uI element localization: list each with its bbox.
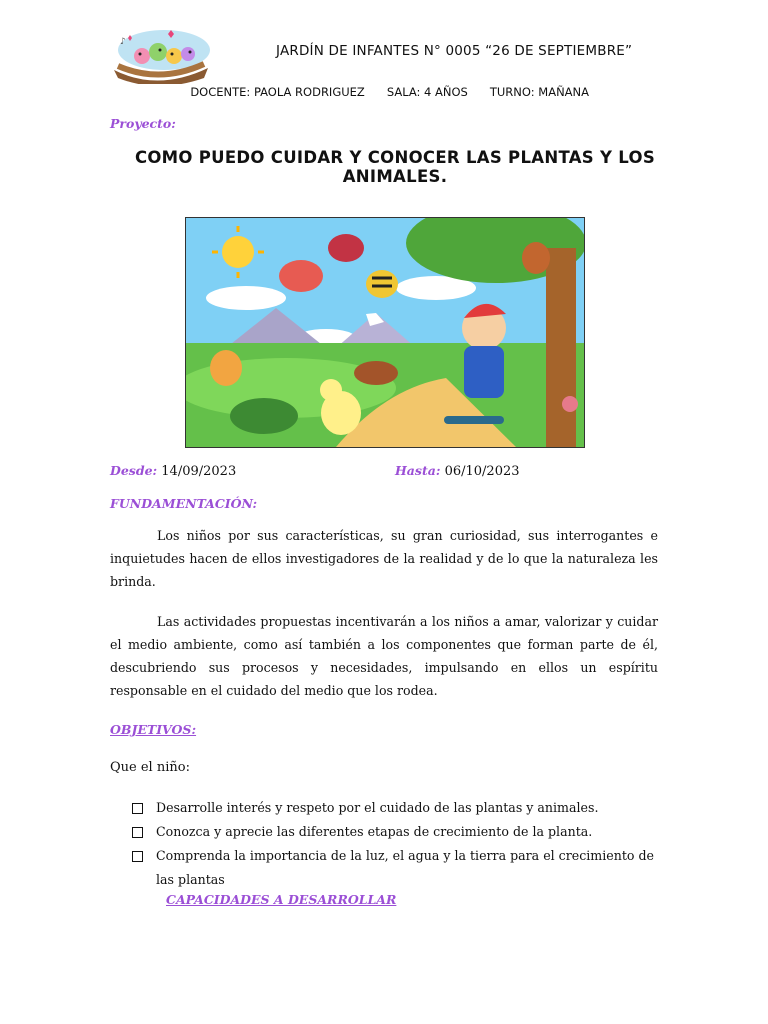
capacidades-heading: CAPACIDADES A DESARROLLAR [166,892,397,907]
list-item-text: Desarrolle interés y respeto por el cuidado de las plantas y animales. [156,800,599,815]
checkbox-bullet-icon [132,803,143,814]
date-to [395,463,520,479]
date-from [110,463,236,479]
project-title: COMO PUEDO CUIDAR Y CONOCER LAS PLANTAS Y LOS ANIMALES. [134,148,656,186]
list-item [110,844,658,892]
project-label: Proyecto: [110,116,176,131]
shift-info: TURNO: MAÑANA [489,85,590,99]
objetivos-list [110,796,658,892]
date-from-value: 14/09/2023 [161,464,237,479]
checkbox-bullet-icon [132,851,143,862]
list-item-text: Comprenda la importancia de la luz, el agua y la tierra para el crecimiento de las plantas [156,848,654,887]
objetivos-intro: Que el niño: [110,760,190,775]
room-info: SALA: 4 AÑOS [386,85,468,99]
header-details [183,71,611,99]
fundamentacion-paragraph-2 [110,610,658,702]
school-name: JARDÍN DE INFANTES N° 0005 “26 DE SEPTIEMBRE” [276,43,633,59]
objetivos-heading: OBJETIVOS: [110,722,197,737]
svg-text:♪: ♪ [120,37,126,47]
teacher-name: DOCENTE: PAOLA RODRIGUEZ [190,85,365,99]
list-item [110,820,658,844]
date-to-value: 06/10/2023 [444,464,520,479]
list-item [110,796,658,820]
paragraph-text: Las actividades propuestas incentivarán a los niños a amar, valorizar y cuidar el medio ambiente, como así también a los componentes que forman parte de él, descubriendo sus procesos y necesidades, impulsando en ellos un espíritu responsable en el cuidado del medio que los rodea. [110,614,658,698]
list-item-text: Conozca y aprecie las diferentes etapas de crecimiento de la planta. [156,824,593,839]
cover-illustration [185,217,585,448]
fundamentacion-paragraph-1 [110,524,658,593]
checkbox-bullet-icon [132,827,143,838]
date-to-label: Hasta: [395,463,441,478]
paragraph-text: Los niños por sus características, su gran curiosidad, sus interrogantes e inquietudes hacen de ellos investigadores de la realidad y de lo que la naturaleza les brinda. [110,528,658,589]
date-from-label: Desde: [110,463,158,478]
fundamentacion-heading: FUNDAMENTACIÓN: [110,496,258,511]
